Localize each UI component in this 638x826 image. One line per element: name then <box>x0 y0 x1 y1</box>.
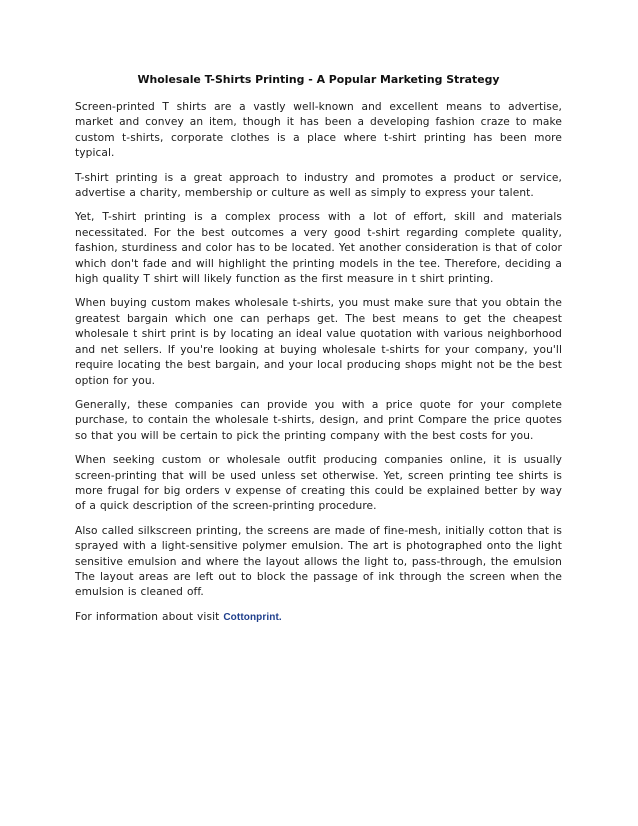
document-page <box>75 72 562 625</box>
footer-paragraph <box>75 610 562 625</box>
paragraph-5: Generally, these companies can provide you with a price quote for your complete purchase, to contain the wholesale t-shirts, design, and print Compare the price quotes so that you will be certain to pick the printing company with the best costs for you. <box>75 398 562 442</box>
paragraph-3: Yet, T-shirt printing is a complex process with a lot of effort, skill and materials necessitated. For the best outcomes a very good t-shirt regarding complete quality, fashion, sturdiness and color has to be located. Yet another consideration is that of color which don't fade and will highlight the printing models in the tee. Therefore, deciding a high quality T shirt will likely function as the first measure in t shirt printing. <box>75 211 562 286</box>
paragraph-2: T-shirt printing is a great approach to industry and promotes a product or service, advertise a charity, membership or culture as well as simply to express your talent. <box>75 171 562 200</box>
paragraph-7: Also called silkscreen printing, the screens are made of fine-mesh, initially cotton that is sprayed with a light-sensitive polymer emulsion. The art is photographed onto the light sensitive emulsion and where the layout allows the light to, pass-through, the emulsion The layout areas are left out to block the passage of ink through the screen when the emulsion is cleaned off. <box>75 524 562 599</box>
paragraph-6: When seeking custom or wholesale outfit producing companies online, it is usually screen-printing that will be used unless set otherwise. Yet, screen printing tee shirts is more frugal for big orders v expense of creating this could be explained better by way of a quick description of the screen-printing procedure. <box>75 454 562 513</box>
cottonprint-link[interactable]: Cottonprint. <box>223 611 282 623</box>
document-title: Wholesale T-Shirts Printing - A Popular Marketing Strategy <box>137 73 500 86</box>
paragraph-1: Screen-printed T shirts are a vastly well-known and excellent means to advertise, market and convey an item, though it has been a developing fashion craze to make custom t-shirts, corporate clothes is a place where t-shirt printing has been more typical. <box>75 101 562 160</box>
paragraph-4: When buying custom makes wholesale t-shirts, you must make sure that you obtain the greatest bargain which one can perhaps get. The best means to get the cheapest wholesale t shirt print is by locating an ideal value quotation with various neighborhood and net sellers. If you're looking at buying wholesale t-shirts for your company, you'll require locating the best bargain, and your local producing shops might not be the best option for you. <box>75 297 562 387</box>
footer-text: For information about visit <box>75 610 224 623</box>
